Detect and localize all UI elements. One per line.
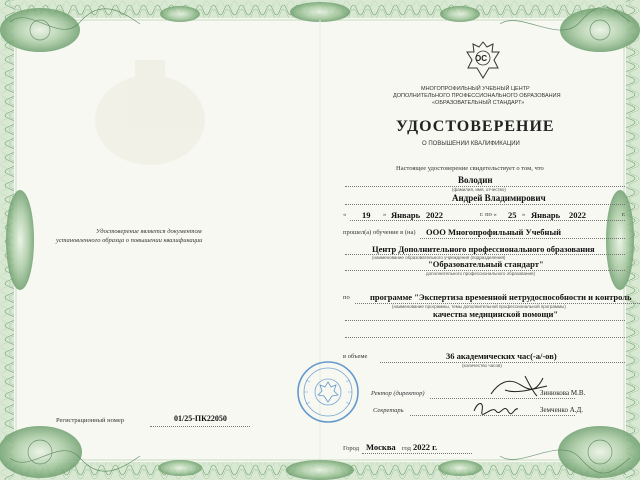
from-day: 19: [362, 210, 371, 220]
reg-number-label: Регистрационный номер: [56, 417, 124, 424]
volume-label: в объеме: [343, 353, 368, 360]
given-names: Андрей Владимирович: [452, 193, 546, 203]
cert-intro: Настоящее удостоверение свидетельствует о том, что: [396, 165, 544, 172]
document-title: УДОСТОВЕРЕНИЕ: [396, 118, 555, 135]
program-label: по: [343, 294, 350, 301]
secretary-signature: [470, 397, 520, 417]
org-line-1: ООО Многопрофильный Учебный: [426, 227, 561, 237]
program-line-1: программе "Экспертиза временной нетрудоспособности и контроль: [370, 292, 632, 302]
name-hint: (фамилия, имя, отчество): [452, 187, 506, 192]
program-hint: (наименование программы, темы дополнительной профессиональной программы): [392, 304, 566, 309]
org-line-3: "Образовательный стандарт": [428, 259, 544, 269]
issuer-line-2: ДОПОЛНИТЕЛЬНОГО ПРОФЕССИОНАЛЬНОГО ОБРАЗОВАНИЯ: [393, 93, 561, 99]
to-month: Январь: [531, 210, 561, 220]
emblem-text: ОС: [475, 54, 487, 63]
date-q-close-2: »: [522, 211, 526, 218]
to-year: 2022: [569, 210, 586, 220]
city-label: Город: [343, 445, 360, 452]
issuer-line-3: «ОБРАЗОВАТЕЛЬНЫЙ СТАНДАРТ»: [432, 100, 525, 106]
training-label: прошел(а) обучение в (на): [343, 229, 416, 236]
rector-label: Ректор (директор): [371, 390, 425, 397]
date-year-label-2: г.: [622, 211, 626, 218]
date-q-close-1: »: [383, 211, 387, 218]
city-value: Москва: [366, 442, 396, 452]
org-hint-1: (наименование образовательного учреждения (подразделения): [372, 255, 506, 260]
org-line-2: Центр Дополнительного профессионального образования: [372, 244, 595, 254]
issuer-line-1: МНОГОПРОФИЛЬНЫЙ УЧЕБНЫЙ ЦЕНТР: [421, 86, 530, 92]
year-value: 2022 г.: [413, 442, 438, 452]
secretary-name: Земченко А.Д.: [540, 406, 584, 414]
date-q-open: «: [343, 211, 347, 218]
year-label: год: [402, 445, 411, 452]
program-line-2: качества медицинской помощи": [433, 309, 559, 319]
document-subtitle: О ПОВЫШЕНИИ КВАЛИФИКАЦИИ: [422, 141, 520, 147]
date-year-label-1: г. по «: [480, 211, 497, 218]
from-year: 2022: [426, 210, 443, 220]
reg-number-value: 01/25-ПК22050: [174, 414, 227, 423]
volume-value: 36 академических час(-а/-ов): [446, 351, 557, 361]
left-note-line-2: установленного образца о повышении квалификации: [56, 237, 203, 244]
volume-hint: (количество часов): [462, 363, 502, 368]
to-day: 25: [508, 210, 517, 220]
rector-name: Зинюкова М.В.: [540, 389, 586, 397]
org-hint-2: дополнительного профессионального образования): [426, 271, 535, 276]
from-month: Январь: [391, 210, 421, 220]
official-seal-icon: [296, 360, 360, 424]
secretary-label: Секретарь: [373, 407, 404, 414]
left-note-line-1: Удостоверение является документом: [96, 228, 202, 235]
surname: Володин: [458, 175, 493, 185]
